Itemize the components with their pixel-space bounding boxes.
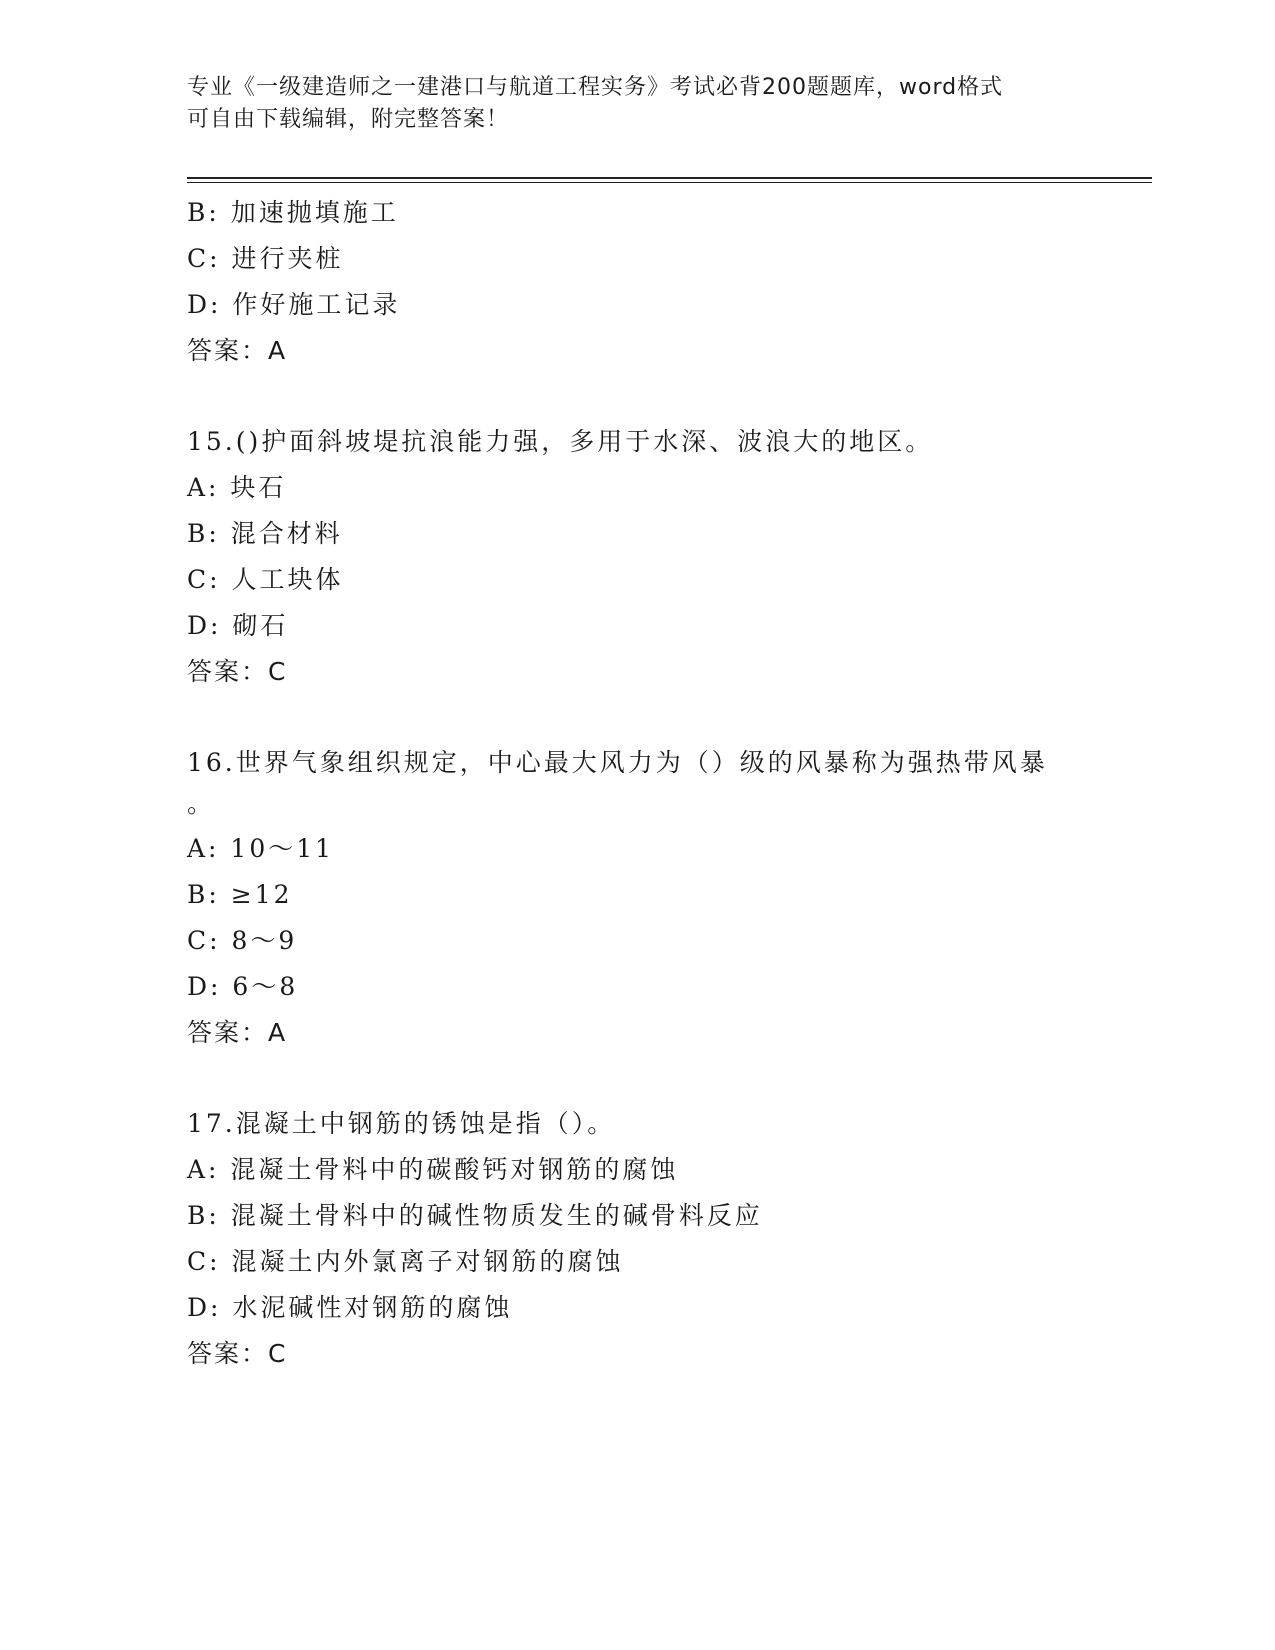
header-rule-thin bbox=[187, 182, 1152, 183]
option-b: B: 混凝土骨料中的碱性物质发生的碱骨料反应 bbox=[187, 1201, 763, 1230]
header-rule-thick bbox=[187, 177, 1152, 179]
question-14-continued bbox=[187, 190, 1107, 374]
option-b: B: 加速抛填施工 bbox=[187, 198, 399, 227]
question-15 bbox=[187, 419, 1107, 695]
option-c: C: 人工块体 bbox=[187, 565, 344, 594]
option-b: B: ≥12 bbox=[187, 880, 293, 909]
option-c: C: 进行夹桩 bbox=[187, 244, 344, 273]
question-stem: 15.()护面斜坡堤抗浪能力强，多用于水深、波浪大的地区。 bbox=[187, 427, 934, 456]
question-16 bbox=[187, 740, 1107, 1056]
option-b: B: 混合材料 bbox=[187, 519, 343, 548]
header-title-line-2: 可自由下载编辑，附完整答案！ bbox=[187, 107, 510, 132]
question-stem-continued: 。 bbox=[187, 789, 216, 818]
question-17 bbox=[187, 1101, 1107, 1377]
answer: 答案：C bbox=[187, 657, 288, 686]
answer: 答案：C bbox=[187, 1339, 288, 1368]
option-d: D: 作好施工记录 bbox=[187, 290, 401, 319]
option-d: D: 水泥碱性对钢筋的腐蚀 bbox=[187, 1293, 513, 1322]
option-a: A: 混凝土骨料中的碳酸钙对钢筋的腐蚀 bbox=[187, 1155, 679, 1184]
option-a: A: 块石 bbox=[187, 473, 287, 502]
option-a: A: 10～11 bbox=[187, 834, 335, 863]
question-stem: 17.混凝土中钢筋的锈蚀是指（）。 bbox=[187, 1109, 616, 1138]
option-d: D: 6～8 bbox=[187, 972, 299, 1001]
option-d: D: 砌石 bbox=[187, 611, 289, 640]
option-c: C: 混凝土内外氯离子对钢筋的腐蚀 bbox=[187, 1247, 624, 1276]
header-title-line-1: 专业《一级建造师之一建港口与航道工程实务》考试必背200题题库，word格式 bbox=[187, 75, 1004, 100]
answer: 答案：A bbox=[187, 336, 288, 365]
spacer bbox=[187, 695, 1107, 740]
question-list bbox=[187, 190, 1107, 1377]
option-c: C: 8～9 bbox=[187, 926, 298, 955]
spacer bbox=[187, 374, 1107, 419]
spacer bbox=[187, 1056, 1107, 1101]
question-stem: 16.世界气象组织规定，中心最大风力为（）级的风暴称为强热带风暴 bbox=[187, 748, 1048, 777]
page-header bbox=[187, 72, 1087, 136]
answer: 答案：A bbox=[187, 1018, 288, 1047]
